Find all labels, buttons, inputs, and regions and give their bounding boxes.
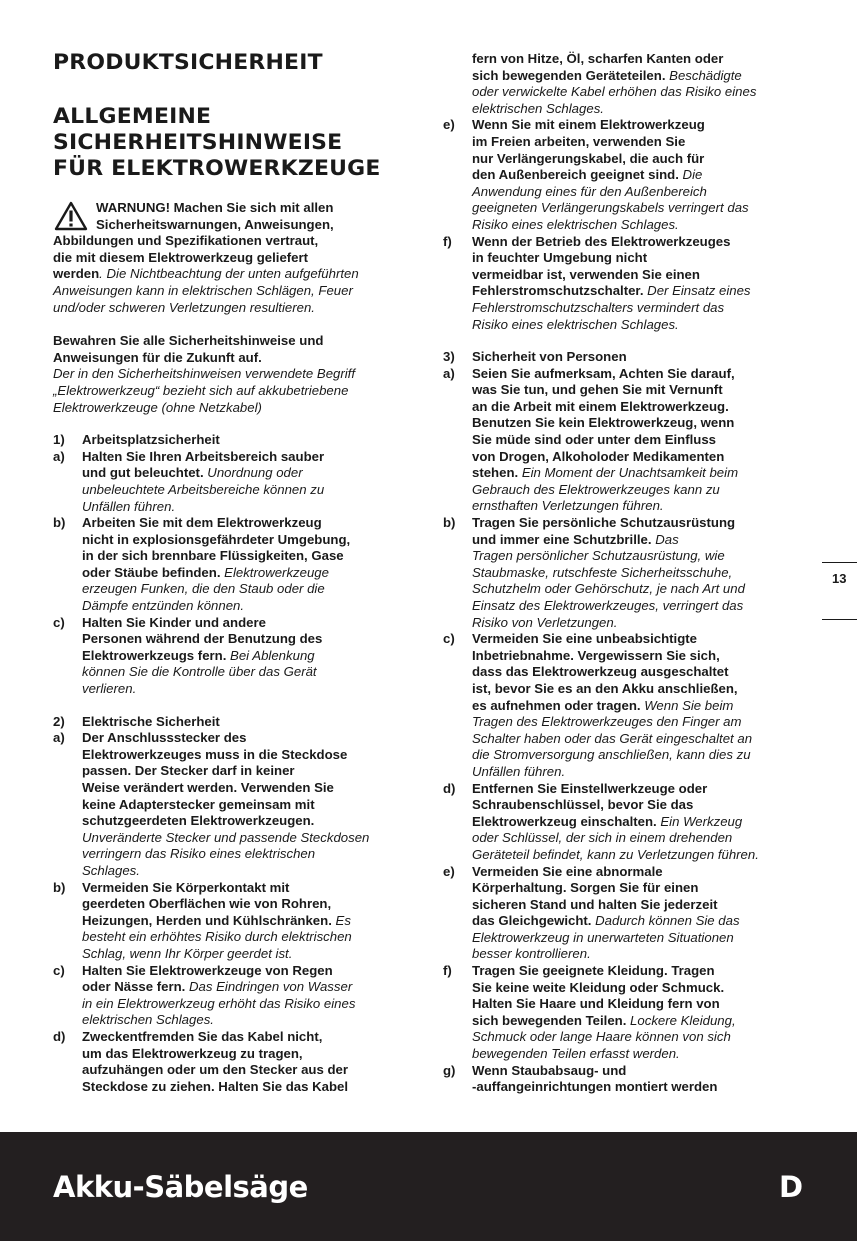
item-1a [53,449,413,515]
keep-line-3: Der in den Sicherheitshinweisen verwendete Begriff [53,366,356,382]
item-line: Tragen persönlicher Schutzausrüstung, wie [472,548,725,564]
item-line-italic: Ein Werkzeug [656,813,743,829]
item-line: Sie keine weite Kleidung oder Schmuck. [472,979,725,995]
item-line: Vermeiden Sie eine abnormale [472,863,663,879]
section-title: Elektrische Sicherheit [82,713,220,729]
item-line: geerdeten Oberflächen wie von Rohren, [82,896,332,912]
item-line: Risiko eines elektrischen Schlages. [472,216,679,232]
item-line: Wenn Sie mit einem Elektrowerkzeug [472,117,705,133]
section-3-heading [443,349,809,366]
item-line: Halten Sie Kinder und andere [82,614,266,630]
item-line: Tragen Sie geeignete Kleidung. Tragen [472,963,715,979]
item-line: elektrischen Schlages. [82,1012,214,1028]
item-line-bold: oder Nässe fern. [82,979,186,995]
keep-line-4: „Elektrowerkzeug“ bezieht sich auf akkubetriebene [53,382,349,398]
item-line: Der Anschlussstecker des [82,730,247,746]
item-line: verlieren. [82,681,137,697]
item-line-bold: sich bewegenden Teilen. [472,1012,627,1028]
item-line: Schlag, wenn Ihr Körper geerdet ist. [82,945,293,961]
item-line: vermeidbar ist, verwenden Sie einen [472,266,700,282]
item-line: Schlages. [82,862,140,878]
item-3d [443,781,809,864]
item-line-italic: Dadurch können Sie das [591,913,740,929]
item-line: von Drogen, Alkoholoder Medikamenten [472,448,725,464]
section-number: 1) [53,432,65,448]
item-3e [443,864,809,964]
item-line: Schalter haben oder das Gerät eingeschaltet an [472,730,753,746]
item-line-bold: es aufnehmen oder tragen. [472,697,641,713]
item-line: die Stromversorgung anschließen, kann dies zu [472,747,751,763]
heading-line-1: ALLGEMEINE [53,104,212,129]
item-line: Halten Sie Ihren Arbeitsbereich sauber [82,448,325,464]
item-line: Geräteteil befindet, kann zu Verletzungen führen. [472,846,759,862]
item-line-italic: Unordnung oder [203,465,303,481]
section-3 [443,349,809,1096]
item-line: geeigneten Verlängerungskabels verringert das [472,200,749,216]
item-line: -auffangeinrichtungen montiert werden [472,1079,718,1095]
item-2a [53,730,413,879]
keep-line-1: Bewahren Sie alle Sicherheitshinweise und [53,333,324,349]
item-line: Gebrauch des Elektrowerkzeuges kann zu [472,481,720,497]
item-label: g) [443,1062,456,1078]
item-line: Fehlerstromschutzschalters vermindert das [472,299,725,315]
item-2d [53,1029,413,1095]
section-number: 3) [443,349,455,365]
warning-line-2: Sicherheitswarnungen, Anweisungen, [96,216,334,232]
item-line-italic: Ein Moment der Unachtsamkeit beim [518,465,739,481]
item-line: Einsatz des Elektrowerkzeuges, verringert das [472,598,744,613]
warning-line-4: die mit diesem Elektrowerkzeug geliefert [53,249,309,265]
item-line: Schutzhelm oder Gehörschutz, je nach Art und [472,581,745,597]
item-line-italic: Das Eindringen von Wasser [185,979,353,995]
item-label: d) [53,1028,66,1044]
item-label: b) [53,515,66,531]
warning-line-7: und/oder schweren Verletzungen resultieren. [53,299,315,315]
item-line: Anwendung eines für den Außenbereich [472,183,707,199]
item-line: ist, bevor Sie es an den Akku anschließen, [472,680,738,696]
item-label: f) [443,233,452,249]
item-label: b) [443,515,456,531]
item-line: ernsthaften Verletzungen führen. [472,498,664,514]
item-line-italic: Bei Ablenkung [226,647,315,663]
item-line: Sie müde sind oder unter dem Einfluss [472,432,717,448]
warning-line-5-italic: . Die Nichtbeachtung der unten aufgeführten [99,266,359,282]
item-line: Benutzen Sie kein Elektrowerkzeug, wenn [472,415,735,431]
warning-line-6: Anweisungen kann in elektrischen Schlägen, Feuer [53,282,353,298]
item-line: Vermeiden Sie eine unbeabsichtigte [472,631,697,647]
footer-language-code: D [779,1170,804,1204]
item-line: Vermeiden Sie Körperkontakt mit [82,879,290,895]
item-line: aufzuhängen oder um den Stecker aus der [82,1062,349,1078]
item-line: Elektrowerkzeug in unerwarteten Situationen [472,929,734,945]
item-line: Arbeiten Sie mit dem Elektrowerkzeug [82,515,322,531]
item-line-italic: Wenn Sie beim [640,697,734,713]
item-line-bold: stehen. [472,465,519,481]
section-1-heading [53,432,413,449]
item-line-italic: Lockere Kleidung, [626,1012,736,1028]
right-column [443,51,809,1096]
heading-line-2: SICHERHEITSHINWEISE [53,130,343,155]
item-line-bold: sich bewegenden Geräteteilen. [472,67,666,83]
item-line: unbeleuchtete Arbeitsbereiche können zu [82,481,325,497]
warning-triangle-icon [54,201,88,231]
item-line: fern von Hitze, Öl, scharfen Kanten oder [472,51,724,66]
item-line: besteht ein erhöhtes Risiko durch elektrischen [82,929,352,945]
item-line: was Sie tun, und gehen Sie mit Vernunft [472,382,723,398]
item-2e [443,117,809,233]
item-line: erzeugen Funken, die den Staub oder die [82,581,325,597]
item-line: nur Verlängerungskabel, die auch für [472,150,705,166]
item-line: Inbetriebnahme. Vergewissern Sie sich, [472,647,720,663]
item-3a [443,366,809,515]
item-2f [443,234,809,334]
heading-line-3: FÜR ELEKTROWERKZEUGE [53,156,381,181]
item-line-bold: oder Stäube befinden. [82,564,221,580]
item-line-bold: und immer eine Schutzbrille. [472,531,652,547]
item-line: Halten Sie Elektrowerkzeuge von Regen [82,962,333,978]
item-line: sicheren Stand und halten Sie jederzeit [472,896,718,912]
item-3c [443,631,809,780]
item-line-italic: Der Einsatz eines [643,283,751,299]
item-line-italic: Elektrowerkzeuge [220,564,329,580]
section-title: Sicherheit von Personen [472,349,627,365]
section-number: 2) [53,713,65,729]
keep-line-5: Elektrowerkzeuge (ohne Netzkabel) [53,399,262,415]
item-line: Tragen Sie persönliche Schutzausrüstung [472,515,736,531]
item-line-bold: Fehlerstromschutzschalter. [472,283,644,299]
item-label: e) [443,117,455,133]
keep-line-2: Anweisungen für die Zukunft auf. [53,349,262,365]
left-column [53,50,413,1095]
item-label: a) [53,730,65,746]
item-line-italic: Es [331,912,351,928]
item-line: Personen während der Benutzung des [82,631,323,647]
item-line: oder Schlüssel, der sich in einem drehenden [472,830,733,846]
item-label: c) [53,962,65,978]
keep-instructions [53,333,413,416]
item-line: Unfällen führen. [472,763,566,779]
item-line: Zweckentfremden Sie das Kabel nicht, [82,1028,323,1044]
item-line: Entfernen Sie Einstellwerkzeuge oder [472,780,708,796]
item-line: Körperhaltung. Sorgen Sie für einen [472,880,699,896]
section-2-heading [53,714,413,731]
item-line: Weise verändert werden. Verwenden Sie [82,780,334,795]
heading-produktsicherheit: PRODUKTSICHERHEIT [53,50,323,75]
item-line: können Sie die Kontrolle über das Gerät [82,664,317,680]
item-2d-continued [443,51,809,117]
warning-line-3: Abbildungen und Spezifikationen vertraut, [53,233,319,249]
item-line: nicht in explosionsgefährdeter Umgebung, [82,531,351,547]
item-line: in der sich brennbare Flüssigkeiten, Gase [82,548,344,564]
item-line: oder verwickelte Kabel erhöhen das Risiko eines [472,84,757,100]
item-line: schutzgeerdeten Elektrowerkzeugen. [82,813,315,829]
item-label: c) [53,614,65,630]
footer-product-title: Akku-Säbelsäge [53,1170,308,1204]
item-line: elektrischen Schlages. [472,100,604,116]
item-line: in feuchter Umgebung nicht [472,250,648,266]
item-line: verringern das Risiko eines elektrischen [82,846,316,862]
item-line: Wenn Staubabsaug- und [472,1062,627,1078]
item-line: Dämpfe entzünden können. [82,598,245,614]
item-line: um das Elektrowerkzeug zu tragen, [82,1045,303,1061]
item-line-italic: Die [678,167,703,183]
item-line-italic: Das [651,531,679,547]
item-3f [443,963,809,1063]
warning-line-5-bold: werden [53,266,100,282]
item-line: keine Adapterstecker gemeinsam mit [82,796,315,812]
section-1 [53,432,413,698]
item-line: in ein Elektrowerkzeug erhöht das Risiko eines [82,995,356,1011]
page-number-tab [822,562,857,620]
item-line: im Freien arbeiten, verwenden Sie [472,133,686,149]
item-line: Wenn der Betrieb des Elektrowerkzeuges [472,233,731,249]
item-label: d) [443,780,456,796]
item-line: Tragen des Elektrowerkzeuges den Finger am [472,714,742,730]
item-3g [443,1063,809,1096]
item-label: b) [53,879,66,895]
item-label: e) [443,863,455,879]
item-line: Risiko von Verletzungen. [472,614,618,630]
section-title: Arbeitsplatzsicherheit [82,432,220,448]
item-line: bewegenden Teilen erfasst werden. [472,1046,680,1062]
item-2c [53,963,413,1029]
item-label: f) [443,963,452,979]
item-line: Steckdose zu ziehen. Halten Sie das Kabel [82,1078,349,1094]
footer-bar [0,1132,857,1241]
item-line: Elektrowerkzeuges muss in die Steckdose [82,746,348,762]
item-label: a) [53,448,65,464]
item-line-bold: das Gleichgewicht. [472,913,592,929]
item-1c [53,615,413,698]
item-line: besser kontrollieren. [472,946,591,962]
section-2 [53,714,413,1096]
item-label: a) [443,365,455,381]
item-line: Risiko eines elektrischen Schlages. [472,316,679,332]
item-1b [53,515,413,615]
item-line: dass das Elektrowerkzeug ausgeschaltet [472,664,729,680]
item-line: Unveränderte Stecker und passende Steckdosen [82,829,370,845]
item-line: an die Arbeit mit einem Elektrowerkzeug. [472,398,729,414]
item-2b [53,880,413,963]
warning-line-1: WARNUNG! Machen Sie sich mit allen [96,200,334,215]
item-line-bold: Heizungen, Herden und Kühlschränken. [82,912,332,928]
item-line-bold: und gut beleuchtet. [82,465,204,481]
item-line-bold: Elektrowerkzeugs fern. [82,647,227,663]
page-number: 13 [832,571,847,586]
item-line: Unfällen führen. [82,498,176,514]
item-line-italic: Beschädigte [665,67,742,83]
item-line: Schmuck oder lange Haare können von sich [472,1029,731,1045]
item-line-bold: den Außenbereich geeignet sind. [472,167,679,183]
item-line: passen. Der Stecker darf in keiner [82,763,295,779]
item-line: Schraubenschlüssel, bevor Sie das [472,797,694,813]
item-3b [443,515,809,631]
item-line: Halten Sie Haare und Kleidung fern von [472,996,720,1012]
item-line: Staubmaske, rutschfeste Sicherheitsschuhe, [472,564,733,580]
item-label: c) [443,631,455,647]
warning-block [53,200,413,316]
item-line-bold: Elektrowerkzeug einschalten. [472,813,657,829]
item-line: Seien Sie aufmerksam, Achten Sie darauf, [472,365,735,381]
